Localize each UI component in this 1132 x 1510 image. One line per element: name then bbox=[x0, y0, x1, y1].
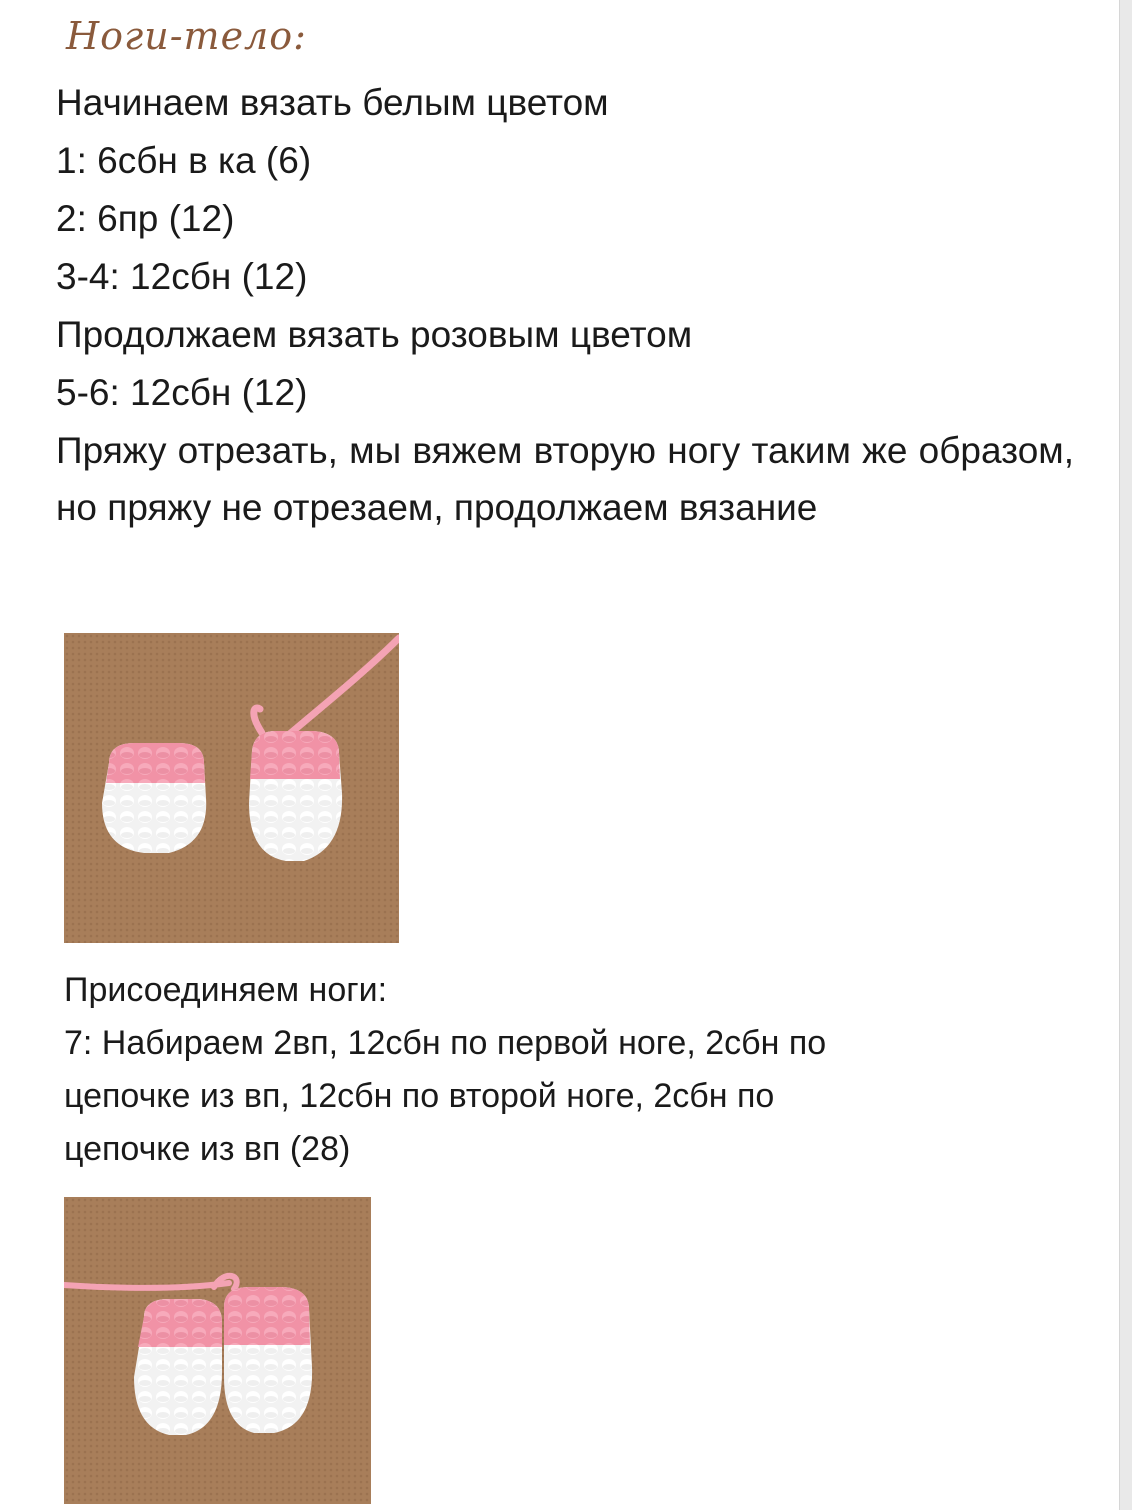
instruction-line: Начинаем вязать белым цветом bbox=[56, 82, 609, 123]
instruction-line: Продолжаем вязать розовым цветом bbox=[56, 314, 693, 355]
page-edge bbox=[1119, 0, 1132, 1510]
join-instructions bbox=[64, 964, 1024, 1176]
instruction-line: 2: 6пр (12) bbox=[56, 198, 235, 239]
join-line: 7: Набираем 2вп, 12сбн по первой ноге, 2сбн по bbox=[64, 1024, 827, 1062]
instruction-line: 3-4: 12сбн (12) bbox=[56, 256, 308, 297]
photo-joined-legs bbox=[64, 1197, 371, 1504]
section-title: Ноги-тело: bbox=[66, 14, 307, 58]
join-line: цепочке из вп, 12сбн по второй ноге, 2сбн по bbox=[64, 1077, 775, 1115]
instruction-paragraph: Пряжу отрезать, мы вяжем вторую ногу таким же образом, но пряжу не отрезаем, продолжаем вязание bbox=[56, 430, 1074, 528]
photo-two-legs-drawing bbox=[64, 633, 399, 943]
instruction-line: 1: 6сбн в ка (6) bbox=[56, 140, 312, 181]
instruction-line: 5-6: 12сбн (12) bbox=[56, 372, 308, 413]
photo-two-legs bbox=[64, 633, 399, 943]
pattern-instructions bbox=[56, 74, 1074, 536]
photo-joined-legs-drawing bbox=[64, 1197, 371, 1504]
join-line: Присоединяем ноги: bbox=[64, 971, 388, 1009]
join-line: цепочке из вп (28) bbox=[64, 1130, 351, 1168]
